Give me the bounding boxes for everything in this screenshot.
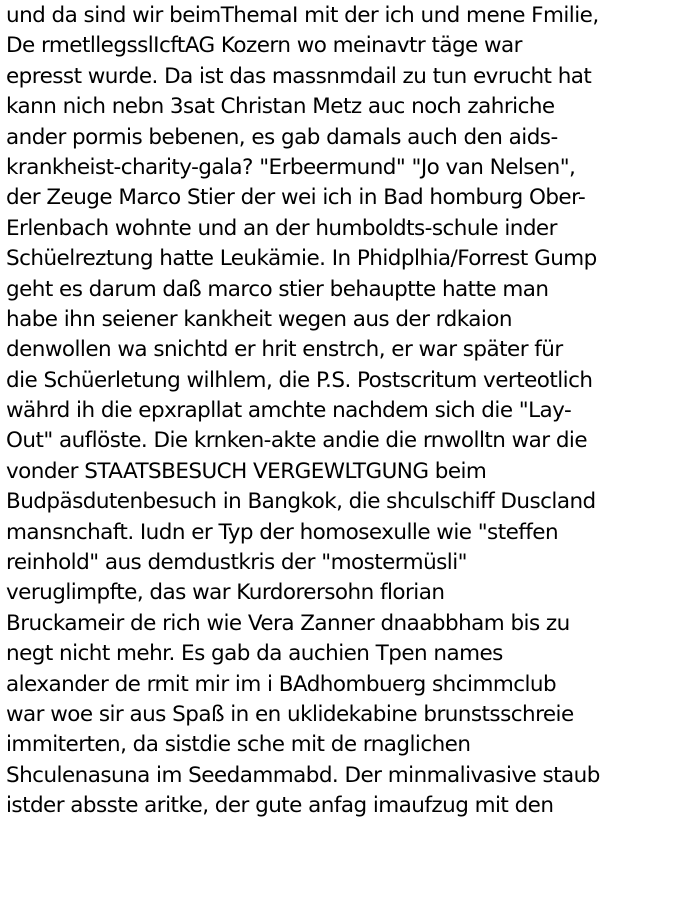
text-line: krankheist-charity-gala? "Erbeermund" "Jo van Nelsen",: [6, 154, 576, 180]
text-line: istder absste aritke, der gute anfag imaufzug mit den: [6, 793, 554, 819]
text-line: war woe sir aus Spaß in en uklidekabine brunstsschreie: [6, 701, 574, 727]
text-line: kann nich nebn 3sat Christan Metz auc noch zahriche: [6, 94, 555, 120]
text-line: Shculenasuna im Seedammabd. Der minmalivasive staub: [6, 762, 600, 788]
text-line: epresst wurde. Da ist das massnmdail zu tun evrucht hat: [6, 63, 592, 89]
body-text: [6, 1, 682, 822]
text-line: denwollen wa snichtd er hrit enstrch, er war später für: [6, 337, 563, 363]
text-line: Schüelreztung hatte Leukämie. In Phidplhia/Forrest Gump: [6, 246, 597, 272]
text-line: der Zeuge Marco Stier der wei ich in Bad homburg Ober-: [6, 185, 586, 211]
text-line: Budpäsdutenbesuch in Bangkok, die shculschiff Duscland: [6, 489, 596, 515]
text-line: Out" auflöste. Die krnken-akte andie die rnwolltn war die: [6, 428, 588, 454]
text-line: alexander de rmit mir im i BAdhombuerg shcimmclub: [6, 671, 557, 697]
text-line: und da sind wir beimThemaI mit der ich und mene Fmilie,: [6, 3, 599, 28]
text-line: vonder STAATSBESUCH VERGEWLTGUNG beim: [6, 458, 487, 484]
text-line: mansnchaft. Iudn er Typ der homosexulle wie "steffen: [6, 519, 559, 545]
text-line: währd ih die epxrapllat amchte nachdem sich die "Lay-: [6, 398, 572, 424]
text-line: geht es darum daß marco stier behauptte hatte man: [6, 276, 549, 302]
text-line: Bruckameir de rich wie Vera Zanner dnaabbham bis zu: [6, 610, 570, 636]
text-line: De rmetllegsslIcftAG Kozern wo meinavtr täge war: [6, 33, 522, 59]
text-line: ander pormis bebenen, es gab damals auch den aids-: [6, 124, 558, 150]
text-line: die Schüerletung wilhlem, die P.S. Postscritum verteotlich: [6, 367, 593, 393]
text-line: reinhold" aus demdustkris der "mostermüsli": [6, 550, 467, 576]
text-line: Erlenbach wohnte und an der humboldts-schule inder: [6, 215, 557, 241]
text-line: immiterten, da sistdie sche mit de rnaglichen: [6, 732, 471, 758]
text-line: veruglimpfte, das war Kurdorersohn florian: [6, 580, 445, 606]
text-line: habe ihn seiener kankheit wegen aus der rdkaion: [6, 306, 512, 332]
text-line: negt nicht mehr. Es gab da auchien Tpen names: [6, 641, 503, 667]
